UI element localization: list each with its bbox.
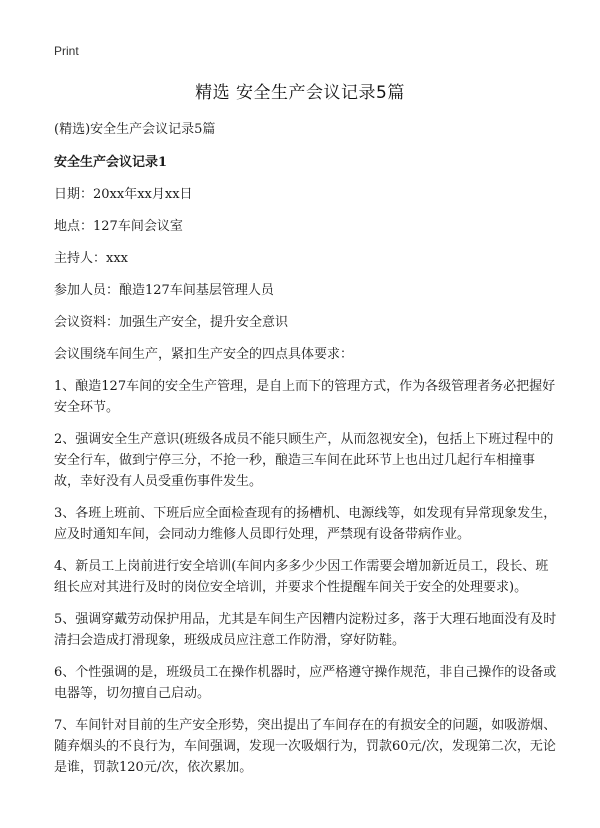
meeting-participants: 参加人员：酿造127车间基层管理人员 [54,283,274,298]
requirement-item-6: 6、个性强调的是，班级员工在操作机器时，应严格遵守操作规范，非自己操作的设备或电器等，切勿擅自己启动。 [54,665,557,701]
print-label: Print [54,44,79,58]
document-title: 精选 安全生产会议记录5篇 [195,83,405,103]
document-body [54,119,560,789]
requirement-item-5: 5、强调穿戴劳动保护用品，尤其是车间生产因糟内淀粉过多，落于大理石地面没有及时清扫会造成打滑现象，班级成员应注意工作防滑，穿好防鞋。 [54,612,557,648]
requirement-item-4: 4、新员工上岗前进行安全培训(车间内多多少少因工作需要会增加新近员工，段长、班组长应对其进行及时的岗位安全培训，并要求个性提醒车间关于安全的处理要求)。 [54,559,549,595]
meeting-date: 日期：20xx年xx月xx日 [54,187,193,202]
meeting-topic: 会议资料：加强生产安全，提升安全意识 [54,315,289,330]
requirement-item-7: 7、车间针对目前的生产安全形势，突出提出了车间存在的有损安全的问题，如吸游烟、随弃烟头的不良行为，车间强调，发现一次吸烟行为，罚款60元/次，发现第二次，无论是谁，罚款120元/次，依次累加。 [54,718,557,775]
requirement-item-3: 3、各班上班前、下班后应全面检查现有的扬槽机、电源线等，如发现有异常现象发生，应及时通知车间，会同动力维修人员即行处理，严禁现有设备带病作业。 [54,506,557,542]
requirement-item-2: 2、强调安全生产意识(班级各成员不能只顾生产，从而忽视安全)，包括上下班过程中的安全行车，做到宁停三分，不抢一秒，酿造三车间在此环节上也出过几起行车相撞事故，幸好没有人员受重伤事件发生。 [54,432,554,489]
meeting-host: 主持人：xxx [54,251,128,266]
meeting-intro: 会议围绕车间生产，紧扣生产安全的四点具体要求： [54,347,354,362]
meeting-place: 地点：127车间会议室 [54,219,183,234]
requirement-item-1: 1、酿造127车间的安全生产管理，是自上而下的管理方式，作为各级管理者务必把握好安全环节。 [54,379,556,415]
document-subtitle: (精选)安全生产会议记录5篇 [54,122,216,137]
section-heading: 安全生产会议记录1 [54,155,168,170]
